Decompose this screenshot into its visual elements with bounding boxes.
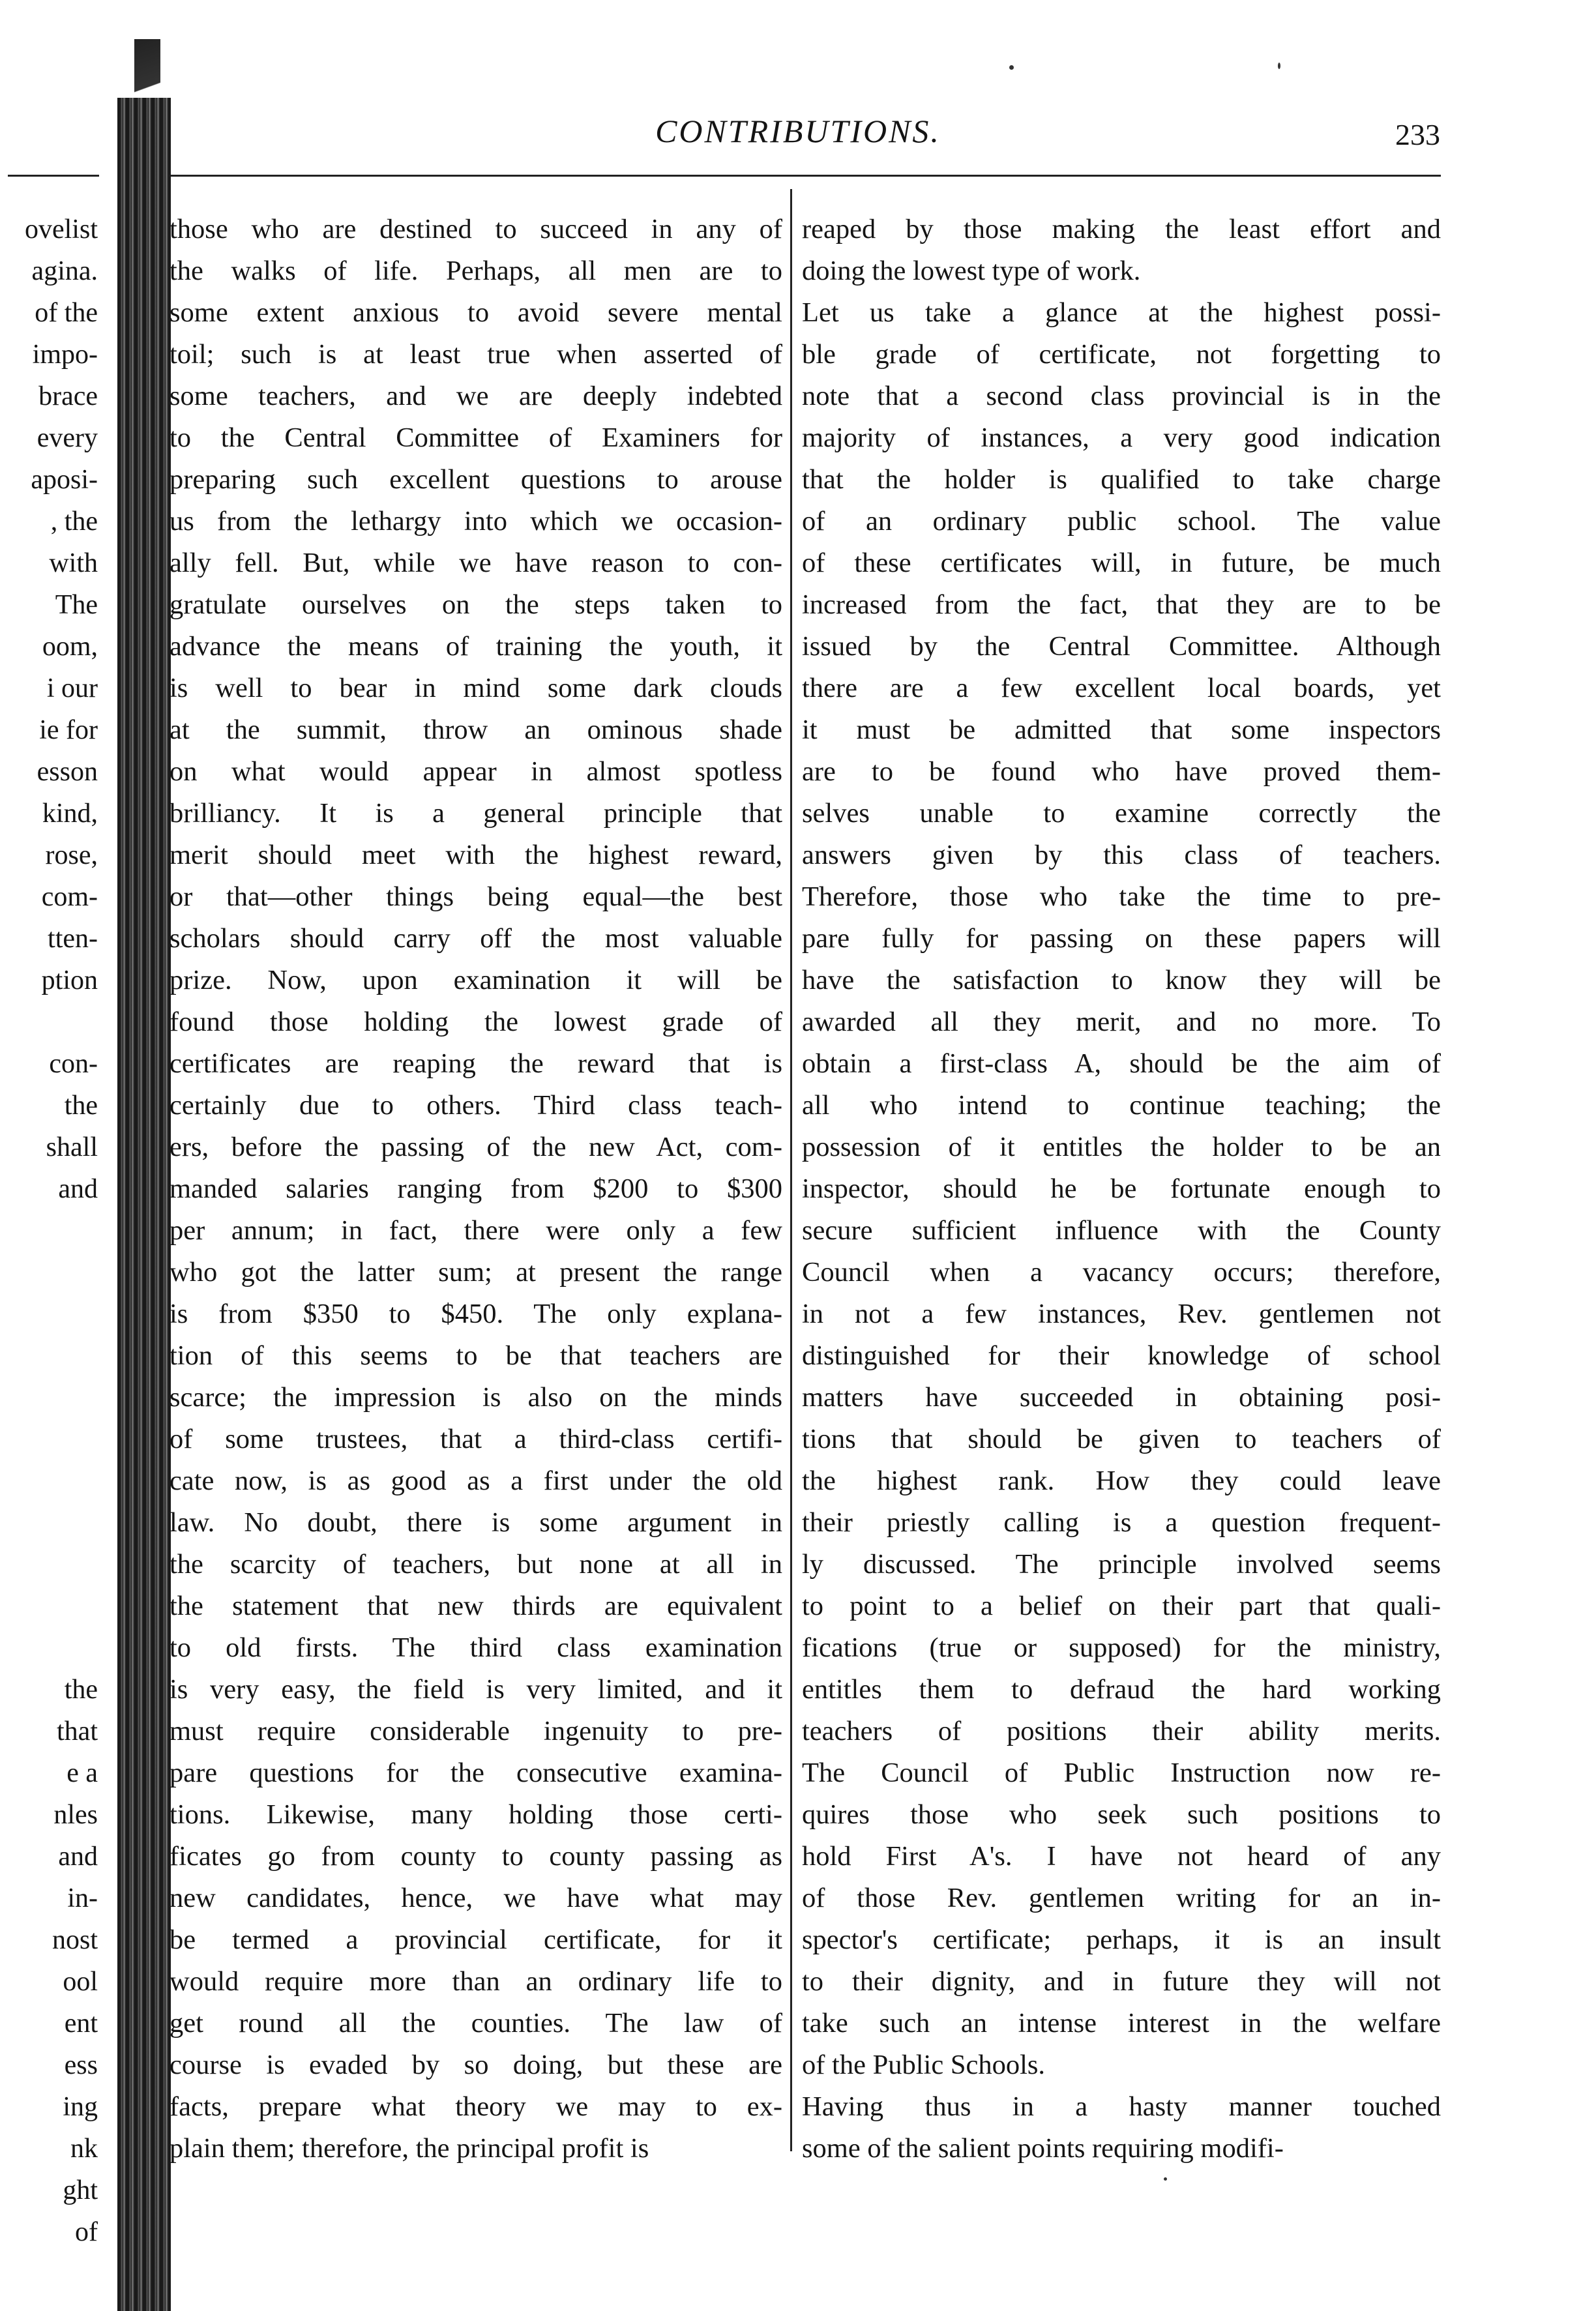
- text-line: to the Central Committee of Examiners for: [170, 422, 782, 453]
- binding-corner-mark: [134, 39, 160, 117]
- text-line: awarded all they merit, and no more. To: [802, 1007, 1441, 1037]
- margin-fragment: [0, 1001, 98, 1043]
- text-line: fications (true or supposed) for the ministry,: [802, 1632, 1441, 1663]
- margin-fragment: with: [49, 548, 98, 578]
- margin-fragment: ool: [63, 1967, 98, 1997]
- page-number: 233: [1395, 118, 1440, 151]
- text-line: pare fully for passing on these papers will: [802, 923, 1441, 954]
- text-line: ficates go from county to county passing as: [170, 1841, 782, 1872]
- text-line: facts, prepare what theory we may to ex-: [170, 2091, 782, 2122]
- text-line: on what would appear in almost spotless: [170, 756, 782, 787]
- text-line: tion of this seems to be that teachers are: [170, 1340, 782, 1371]
- text-line: certificates are reaping the reward that is: [170, 1048, 782, 1079]
- text-line: scarce; the impression is also on the minds: [170, 1382, 782, 1413]
- text-line: of an ordinary public school. The value: [802, 506, 1441, 537]
- text-line: hold First A's. I have not heard of any: [802, 1841, 1441, 1872]
- text-line: Let us take a glance at the highest possi-: [802, 297, 1441, 328]
- text-line: found those holding the lowest grade of: [170, 1007, 782, 1037]
- text-line: have the satisfaction to know they will be: [802, 965, 1441, 995]
- text-line: take such an intense interest in the welfare: [802, 2008, 1441, 2039]
- text-line: the statement that new thirds are equivalent: [170, 1591, 782, 1621]
- margin-fragment: con-: [49, 1049, 98, 1079]
- text-line: selves unable to examine correctly the: [802, 798, 1441, 829]
- margin-fragment: tten-: [48, 924, 98, 954]
- text-line: all who intend to continue teaching; the: [802, 1090, 1441, 1121]
- text-line: reaped by those making the least effort and: [802, 214, 1441, 244]
- margin-fragment: rose,: [45, 840, 98, 870]
- margin-fragment: , the: [50, 507, 98, 537]
- margin-fragment: ght: [63, 2175, 98, 2205]
- text-column-right: [802, 209, 1441, 2170]
- text-line: be termed a provincial certificate, for it: [170, 1924, 782, 1955]
- text-line: would require more than an ordinary life to: [170, 1966, 782, 1997]
- text-line: Having thus in a hasty manner touched: [802, 2091, 1441, 2122]
- text-line: course is evaded by so doing, but these are: [170, 2050, 782, 2080]
- text-line: tions that should be given to teachers of: [802, 1424, 1441, 1454]
- margin-fragment: of the: [35, 298, 98, 328]
- text-line: is well to bear in mind some dark clouds: [170, 673, 782, 703]
- text-line: ers, before the passing of the new Act, com-: [170, 1132, 782, 1162]
- text-line: are to be found who have proved them-: [802, 756, 1441, 787]
- header-rule: [171, 175, 1441, 177]
- text-line: secure sufficient influence with the County: [802, 1215, 1441, 1246]
- text-line: Council when a vacancy occurs; therefore,: [802, 1257, 1441, 1288]
- margin-fragment: [0, 1627, 98, 1669]
- text-line: is very easy, the field is very limited, and it: [170, 1674, 782, 1705]
- text-line: teachers of positions their ability merits.: [802, 1716, 1441, 1746]
- ink-speck: [1164, 2177, 1167, 2181]
- text-line: get round all the counties. The law of: [170, 2008, 782, 2039]
- column-divider: [790, 189, 792, 2151]
- text-line: to their dignity, and in future they will not: [802, 1966, 1441, 1997]
- margin-fragment: [0, 1544, 98, 1585]
- text-line: inspector, should he be fortunate enough to: [802, 1173, 1441, 1204]
- ink-speck: [1009, 65, 1014, 70]
- margin-fragment: every: [37, 423, 98, 453]
- text-line: per annum; in fact, there were only a few: [170, 1215, 782, 1246]
- text-line: there are a few excellent local boards, yet: [802, 673, 1441, 703]
- margin-fragment: agina.: [31, 256, 98, 286]
- text-line: spector's certificate; perhaps, it is an insult: [802, 1924, 1441, 1955]
- margin-fragment: kind,: [42, 799, 98, 829]
- text-line: is from $350 to $450. The only explana-: [170, 1299, 782, 1329]
- margin-fragment: ing: [63, 2092, 98, 2122]
- margin-fragment: [0, 1252, 98, 1293]
- margin-fragment: esson: [37, 757, 98, 787]
- margin-fragment: of: [75, 2217, 98, 2247]
- text-line: the highest rank. How they could leave: [802, 1465, 1441, 1496]
- text-line: certainly due to others. Third class teach-: [170, 1090, 782, 1121]
- text-line: pare questions for the consecutive examina-: [170, 1758, 782, 1788]
- margin-fragment: e a: [66, 1758, 98, 1788]
- text-line: the scarcity of teachers, but none at all in: [170, 1549, 782, 1580]
- margin-fragment: ie for: [39, 715, 98, 745]
- text-line: advance the means of training the youth, it: [170, 631, 782, 662]
- text-line: matters have succeeded in obtaining posi-: [802, 1382, 1441, 1413]
- text-line: preparing such excellent questions to arouse: [170, 464, 782, 495]
- margin-fragment: in-: [67, 1883, 98, 1913]
- text-line: answers given by this class of teachers.: [802, 840, 1441, 870]
- margin-fragment: aposi-: [31, 465, 98, 495]
- margin-fragment: i our: [46, 673, 98, 703]
- margin-fragment: [0, 1210, 98, 1252]
- margin-fragment: [0, 1585, 98, 1627]
- text-line: to point to a belief on their part that quali-: [802, 1591, 1441, 1621]
- margin-fragment: ess: [64, 2050, 98, 2080]
- text-line: increased from the fact, that they are to be: [802, 589, 1441, 620]
- text-line: of these certificates will, in future, be much: [802, 548, 1441, 578]
- text-line: some teachers, and we are deeply indebted: [170, 381, 782, 411]
- margin-fragment: and: [58, 1842, 98, 1872]
- text-line: gratulate ourselves on the steps taken to: [170, 589, 782, 620]
- running-head-title: CONTRIBUTIONS.: [655, 113, 941, 149]
- text-line: us from the lethargy into which we occasion-: [170, 506, 782, 537]
- text-line: possession of it entitles the holder to be an: [802, 1132, 1441, 1162]
- text-line: or that—other things being equal—the best: [170, 881, 782, 912]
- margin-fragment: shall: [46, 1132, 98, 1162]
- text-line: ly discussed. The principle involved seems: [802, 1549, 1441, 1580]
- text-line: some extent anxious to avoid severe mental: [170, 297, 782, 328]
- left-page-header-rule: [8, 175, 99, 177]
- margin-fragment: the: [64, 1675, 98, 1705]
- margin-fragment: nost: [52, 1925, 98, 1955]
- margin-fragment: [0, 1335, 98, 1377]
- text-line: law. No doubt, there is some argument in: [170, 1507, 782, 1538]
- text-line: merit should meet with the highest reward,: [170, 840, 782, 870]
- text-line: to old firsts. The third class examination: [170, 1632, 782, 1663]
- margin-fragment: [0, 1460, 98, 1502]
- margin-fragment: [0, 1293, 98, 1335]
- text-line: tions. Likewise, many holding those certi-: [170, 1799, 782, 1830]
- margin-fragment: and: [58, 1174, 98, 1204]
- text-line: cate now, is as good as a first under the old: [170, 1465, 782, 1496]
- text-line: in not a few instances, Rev. gentlemen not: [802, 1299, 1441, 1329]
- text-line: of some trustees, that a third-class certifi-: [170, 1424, 782, 1454]
- text-line: their priestly calling is a question frequent-: [802, 1507, 1441, 1538]
- text-line: brilliancy. It is a general principle that: [170, 798, 782, 829]
- ink-speck: [1278, 63, 1280, 69]
- margin-fragment: that: [57, 1716, 98, 1746]
- left-page-margin-fragments: [0, 209, 98, 2253]
- text-line: toil; such is at least true when asserted of: [170, 339, 782, 370]
- text-line: at the summit, throw an ominous shade: [170, 714, 782, 745]
- margin-fragment: brace: [38, 381, 98, 411]
- text-line: scholars should carry off the most valuable: [170, 923, 782, 954]
- margin-fragment: nk: [70, 2134, 98, 2164]
- margin-fragment: nles: [53, 1800, 98, 1830]
- text-line: must require considerable ingenuity to pre-: [170, 1716, 782, 1746]
- text-line: entitles them to defraud the hard working: [802, 1674, 1441, 1705]
- text-line: prize. Now, upon examination it will be: [170, 965, 782, 995]
- text-line: distinguished for their knowledge of school: [802, 1340, 1441, 1371]
- text-column-left: [170, 209, 782, 2170]
- text-line: ally fell. But, while we have reason to con-: [170, 548, 782, 578]
- text-line: those who are destined to succeed in any of: [170, 214, 782, 244]
- margin-fragment: [0, 1419, 98, 1460]
- margin-fragment: ption: [41, 965, 98, 995]
- text-line: some of the salient points requiring modifi-: [802, 2133, 1284, 2164]
- text-line: ble grade of certificate, not forgetting to: [802, 339, 1441, 370]
- text-line: note that a second class provincial is in the: [802, 381, 1441, 411]
- text-line: that the holder is qualified to take charge: [802, 464, 1441, 495]
- text-line: plain them; therefore, the principal profit is: [170, 2133, 649, 2164]
- text-line: issued by the Central Committee. Although: [802, 631, 1441, 662]
- margin-fragment: ent: [64, 2009, 98, 2039]
- text-line: The Council of Public Instruction now re-: [802, 1758, 1441, 1788]
- text-line: quires those who seek such positions to: [802, 1799, 1441, 1830]
- text-line: majority of instances, a very good indication: [802, 422, 1441, 453]
- text-line: manded salaries ranging from $200 to $300: [170, 1173, 782, 1204]
- margin-fragment: [0, 1502, 98, 1544]
- text-line: the walks of life. Perhaps, all men are to: [170, 256, 782, 286]
- text-line: of those Rev. gentlemen writing for an in-: [802, 1883, 1441, 1913]
- margin-fragment: ovelist: [25, 214, 98, 244]
- text-line: of the Public Schools.: [802, 2050, 1046, 2080]
- book-binding-edge: [117, 98, 171, 2311]
- text-line: who got the latter sum; at present the range: [170, 1257, 782, 1288]
- margin-fragment: oom,: [42, 632, 98, 662]
- text-line: doing the lowest type of work.: [802, 256, 1141, 286]
- text-line: it must be admitted that some inspectors: [802, 714, 1441, 745]
- margin-fragment: the: [64, 1091, 98, 1121]
- text-line: obtain a first-class A, should be the aim of: [802, 1048, 1441, 1079]
- text-line: Therefore, those who take the time to pre-: [802, 881, 1441, 912]
- margin-fragment: [0, 1377, 98, 1419]
- margin-fragment: The: [55, 590, 98, 620]
- text-line: new candidates, hence, we have what may: [170, 1883, 782, 1913]
- margin-fragment: com-: [41, 882, 98, 912]
- margin-fragment: impo-: [32, 340, 98, 370]
